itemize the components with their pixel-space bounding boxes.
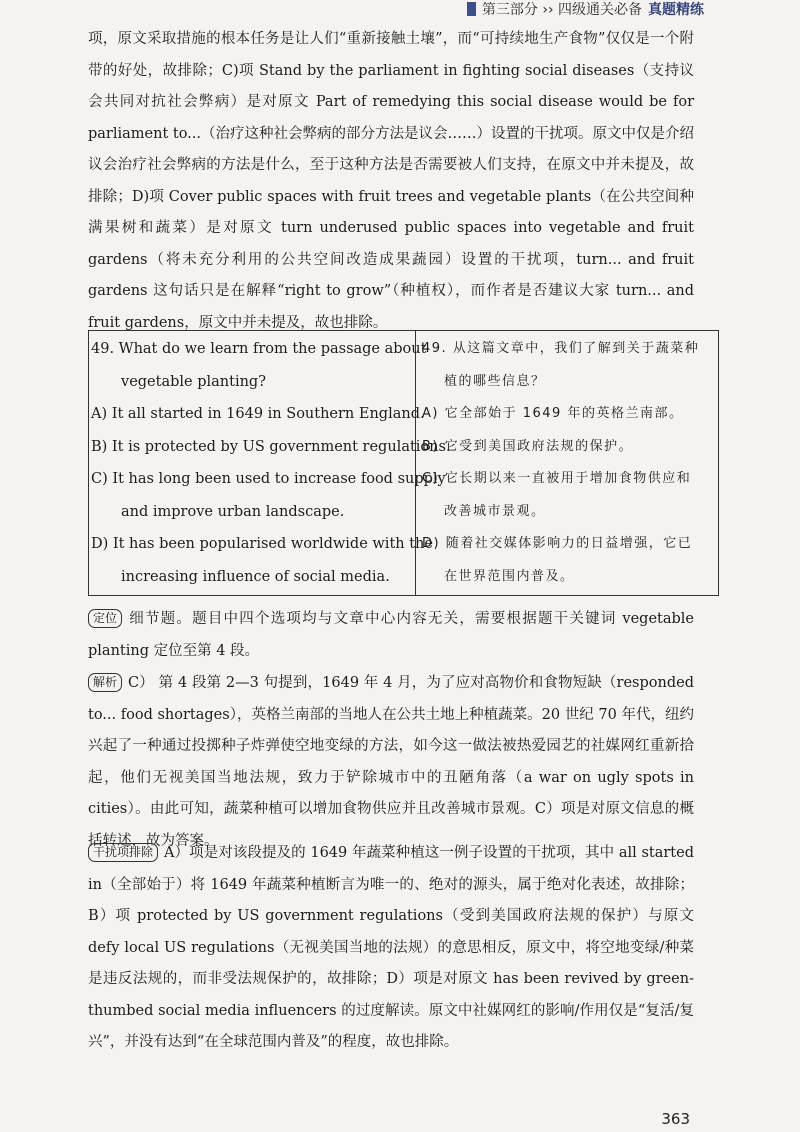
q-en-line: B) It is protected by US government regulations. xyxy=(91,438,451,455)
page-number: 363 xyxy=(661,1110,690,1128)
header-section: 第三部分 ›› 四级通关必备 xyxy=(481,2,642,18)
analysis-text: C） 第 4 段第 2—3 句提到，1649 年 4 月，为了应对高物价和食物短缺（responded to... food shortages），英格兰南部的当地人在公共土地上种植蔬菜。20 世纪 70 年代，纽约兴起了一种通过投掷种子炸弹使空地变绿的方法，如今这一做法被热爱园艺的社媒网红重新拾起，他们无视美国当地法规，致力于铲除城市中的丑陋角落（a war on ugly spots in cities）。由此可知，蔬菜种植可以增加食物供应并且改善城市景观。C）项是对原文信息的概括转述，故为答案。 xyxy=(88,675,694,849)
q-zh-line: 植的哪些信息？ xyxy=(444,373,546,389)
locate-tag: 定位 xyxy=(88,609,122,628)
paragraph-1: 项，原文采取措施的根本任务是让人们“重新接触土壤”，而“可持续地生产食物”仅仅是一个附带的好处，故排除；C)项 Stand by the parliament in fighting social diseases（支持议会共同对抗社会弊病）是对原文 Part of remedying this social disease would be for parliament to...（治疗这种社会弊病的部分方法是议会……）设置的干扰项。原文中仅是介绍议会治疗社会弊病的方法是什么，至于这种方法是否需要被人们支持，在原文中并未提及，故排除；D)项 Cover public spaces with fruit trees and vegetable plants（在公共空间种满果树和蔬菜）是对原文 turn underused public spaces into vegetable and fruit gardens（将未充分利用的公共空间改造成果蔬园）设置的干扰项，turn... and fruit gardens 这句话只是在解释“right to grow”（种植权），而作者是否建议大家 turn... and fruit gardens，原文中并未提及，故也排除。 xyxy=(88,31,695,331)
header-highlight: 真题精练 xyxy=(648,2,704,18)
distractor-text: A）项是对该段提及的 1649 年蔬菜种植这一例子设置的干扰项，其中 all started in（全部始于）将 1649 年蔬菜种植断言为唯一的、绝对的源头，属于绝对化表述，故排除；B）项 protected by US government regulations（受到美国政府法规的保护）与原文 defy local US regulations（无视美国当地的法规）的意思相反，原文中，将空地变绿/种菜是违反法规的，而非受法规保护的，故排除；D）项是对原文 has been revived by green-thumbed social media influencers 的过度解读。原文中社媒网红的影响/作用仅是“复活/复兴”，并没有达到“在全球范围内普及”的程度，故也排除。 xyxy=(88,845,694,1050)
q-zh-line: A) 它全部始于 1649 年的英格兰南部。 xyxy=(422,406,684,421)
q-en-line: 49. What do we learn from the passage about xyxy=(91,341,427,357)
q-en-line: D) It has been popularised worldwide with the xyxy=(91,536,433,552)
running-header xyxy=(467,0,704,18)
q-en-line: increasing influence of social media. xyxy=(121,568,390,585)
q-zh-line: 在世界范围内普及。 xyxy=(444,568,575,584)
question-table xyxy=(88,330,719,596)
distractor-paragraph xyxy=(88,838,694,1059)
q-en-line: vegetable planting? xyxy=(121,373,266,390)
question-english xyxy=(89,331,451,596)
q-zh-line: D) 随着社交媒体影响力的日益增强，它已 xyxy=(422,536,693,551)
locate-paragraph xyxy=(88,604,694,667)
analysis-tag: 解析 xyxy=(88,673,122,692)
distractor-tag: 干扰项排除 xyxy=(88,843,158,862)
q-zh-line: C) 它长期以来一直被用于增加食物供应和 xyxy=(422,471,692,486)
q-zh-line: 49. 从这篇文章中，我们了解到关于蔬菜种 xyxy=(422,341,700,356)
q-zh-line: 改善城市景观。 xyxy=(444,503,546,519)
header-square-icon xyxy=(467,2,476,16)
q-zh-line: B) 它受到美国政府法规的保护。 xyxy=(422,438,634,454)
q-en-line: C) It has long been used to increase food supply xyxy=(91,471,446,487)
question-chinese xyxy=(416,331,719,596)
analysis-paragraph xyxy=(88,668,694,857)
q-en-line: and improve urban landscape. xyxy=(121,503,345,520)
q-en-line: A) It all started in 1649 in Southern England. xyxy=(91,406,425,422)
locate-text: 细节题。题目中四个选项均与文章中心内容无关，需要根据题干关键词 vegetable planting 定位至第 4 段。 xyxy=(88,611,694,659)
